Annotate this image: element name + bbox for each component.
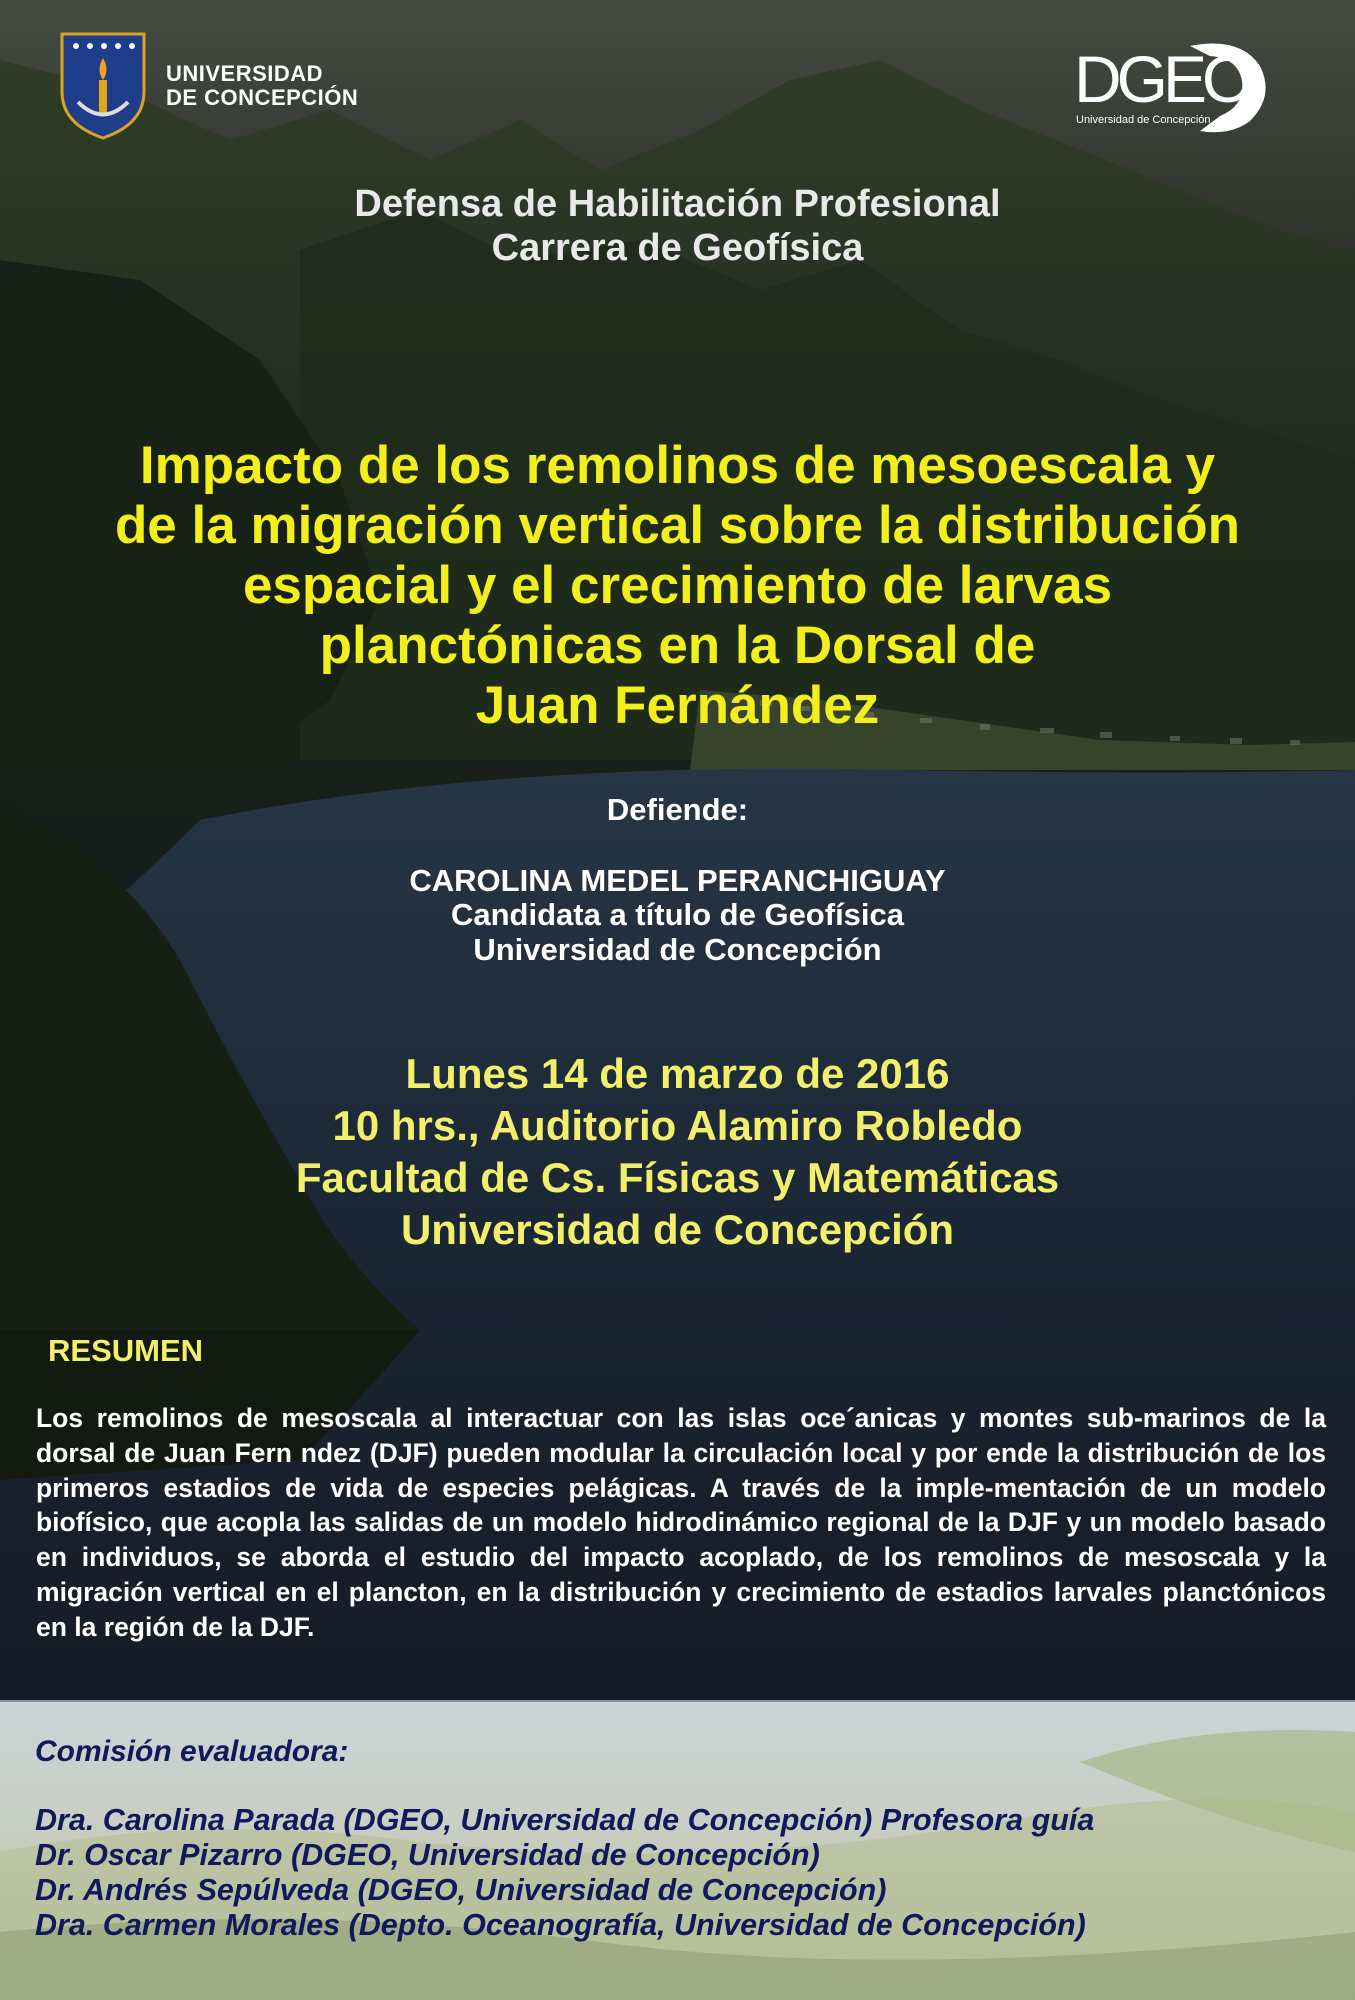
university-name — [166, 62, 358, 110]
committee-member: Dra. Carmen Morales (Depto. Oceanografía, Universidad de Concepción) — [35, 1908, 1086, 1942]
abstract-heading: RESUMEN — [48, 1333, 204, 1368]
event-faculty: Facultad de Cs. Físicas y Matemáticas — [295, 1154, 1060, 1201]
event-type-line1: Defensa de Habilitación Profesional — [354, 183, 1001, 225]
committee-member: Dr. Oscar Pizarro (DGEO, Universidad de Concepción) — [35, 1838, 820, 1872]
committee-list — [35, 1803, 1094, 1943]
thesis-title — [0, 436, 1355, 736]
thesis-title-line: Juan Fernández — [475, 676, 880, 735]
dgeo-logo-sub: Universidad de Concepción — [1076, 114, 1211, 126]
event-university: Universidad de Concepción — [400, 1206, 955, 1253]
committee-member: Dr. Andrés Sepúlveda (DGEO, Universidad de Concepción) — [35, 1873, 887, 1907]
abstract-text: Los remolinos de mesoscala al interactuar con las islas oce´anicas y montes sub-marinos de la dorsal de Juan Fern ndez (DJF) pueden modular la circulación local y por ende la distribución de los primeros estadios de vida de especies pelágicas. A través de la imple-mentación de un modelo biofísico, que acopla las salidas de un modelo hidrodinámico regional de la DJF y un modelo basado en individuos, se aborda el estudio del impacto acoplado, de los remolinos de mesoscala y la migración vertical en el plancton, en la distribución y crecimiento de estadios larvales planctónicos en la región de la DJF. — [36, 1403, 1326, 1642]
thesis-title-line: Impacto de los remolinos de mesoescala y — [139, 436, 1216, 495]
candidate-university: Universidad de Concepción — [473, 932, 882, 967]
thesis-title-line: planctónicas en la Dorsal de — [319, 616, 1036, 675]
university-name-line1: UNIVERSIDAD — [166, 61, 324, 86]
event-details — [0, 1048, 1355, 1256]
university-name-line2: DE CONCEPCIÓN — [166, 85, 359, 110]
dgeo-logo-word: DGEO — [1074, 42, 1249, 116]
event-time-place: 10 hrs., Auditorio Alamiro Robledo — [332, 1102, 1023, 1149]
thesis-title-line: espacial y el crecimiento de larvas — [242, 556, 1113, 615]
event-date: Lunes 14 de marzo de 2016 — [405, 1050, 950, 1097]
university-crest-icon — [58, 32, 148, 140]
event-type-line2: Carrera de Geofísica — [491, 227, 864, 269]
candidate-name: CAROLINA MEDEL PERANCHIGUAY — [409, 863, 946, 898]
event-type — [0, 182, 1355, 270]
thesis-title-line: de la migración vertical sobre la distribución — [114, 496, 1241, 555]
candidate-info — [0, 897, 1355, 967]
candidate-degree: Candidata a título de Geofísica — [450, 897, 905, 932]
committee-member: Dra. Carolina Parada (DGEO, Universidad de Concepción) Profesora guía — [35, 1803, 1095, 1837]
committee-heading: Comisión evaluadora: — [35, 1735, 349, 1768]
defends-label: Defiende: — [606, 792, 749, 827]
